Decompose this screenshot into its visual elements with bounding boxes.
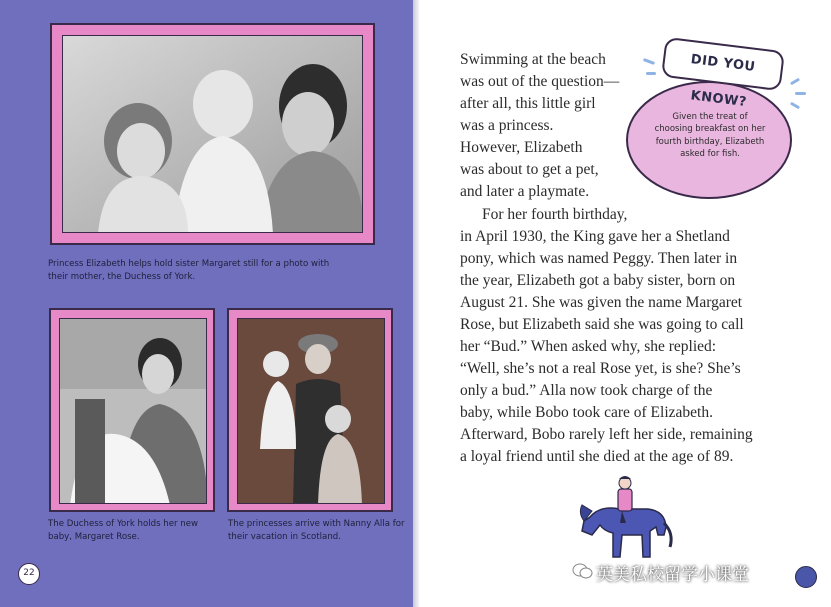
paragraph-1-line: after all, this little girl	[460, 95, 596, 112]
caption-family-photo: Princess Elizabeth helps hold sister Margaret still for a photo with their mother, the Duchess of York.	[48, 259, 330, 282]
paragraph-1-line: However, Elizabeth	[460, 139, 583, 156]
left-page	[0, 0, 415, 607]
paragraph-1-line: and later a playmate.	[460, 183, 590, 200]
watermark-text: 英美私校留学小课堂	[596, 565, 749, 585]
paragraph-1-line: was a princess.	[460, 117, 554, 134]
paragraph-2-line: a loyal friend until she died at the age of 89.	[460, 448, 734, 465]
did-you-know-title: DID YOU KNOW?	[661, 37, 785, 91]
family-photo	[62, 35, 363, 233]
sparkle-dash	[795, 92, 806, 95]
paragraph-2-line: For her fourth birthday,	[482, 206, 628, 223]
page-number-left: 22	[18, 563, 40, 585]
paragraph-1-line: was out of the question—	[460, 73, 620, 90]
did-you-know-line: choosing breakfast on her	[654, 124, 766, 135]
did-you-know-line: fourth birthday, Elizabeth	[655, 136, 765, 147]
did-you-know-text	[645, 111, 775, 161]
duchess-baby-photo	[59, 318, 207, 504]
paragraph-2-line: her “Bud.” When asked why, she replied:	[460, 338, 717, 355]
caption-princesses-nanny: The princesses arrive with Nanny Alla for their vacation in Scotland.	[228, 519, 405, 542]
page-corner-dot	[795, 566, 817, 588]
did-you-know-line: Given the treat of	[672, 112, 748, 122]
photo-frame-princesses-nanny	[227, 308, 393, 512]
photo-frame-duchess-baby	[49, 308, 215, 512]
photo-frame-family	[50, 23, 375, 245]
paragraph-2-line: pony, which was named Peggy. Then later in	[460, 250, 738, 267]
paragraph-2-line: only a bud.” Alla now took charge of the	[460, 382, 713, 399]
paragraph-2-line: the year, Elizabeth got a baby sister, born on	[460, 272, 736, 289]
paragraph-2-line: Rose, but Elizabeth said she was going to call	[460, 316, 744, 333]
paragraph-1-line: Swimming at the beach	[460, 51, 606, 68]
sparkle-dash	[646, 72, 656, 75]
did-you-know-line: asked for fish.	[680, 149, 740, 160]
wechat-logo-icon	[572, 562, 594, 580]
princesses-nanny-photo	[237, 318, 385, 504]
pony-rider-illustration	[570, 475, 680, 565]
paragraph-2-line: August 21. She was given the name Margaret	[460, 294, 743, 311]
paragraph-2-line: “Well, she’s not a real Rose yet, is she? She’s	[460, 360, 741, 377]
paragraph-2-line: baby, while Bobo took care of Elizabeth.	[460, 404, 713, 421]
caption-duchess-baby: The Duchess of York holds her new baby, Margaret Rose.	[48, 519, 199, 542]
paragraph-2-line: Afterward, Bobo rarely left her side, remaining	[460, 426, 753, 443]
paragraph-2-line: in April 1930, the King gave her a Shetland	[460, 228, 730, 245]
paragraph-1-line: was about to get a pet,	[460, 161, 599, 178]
